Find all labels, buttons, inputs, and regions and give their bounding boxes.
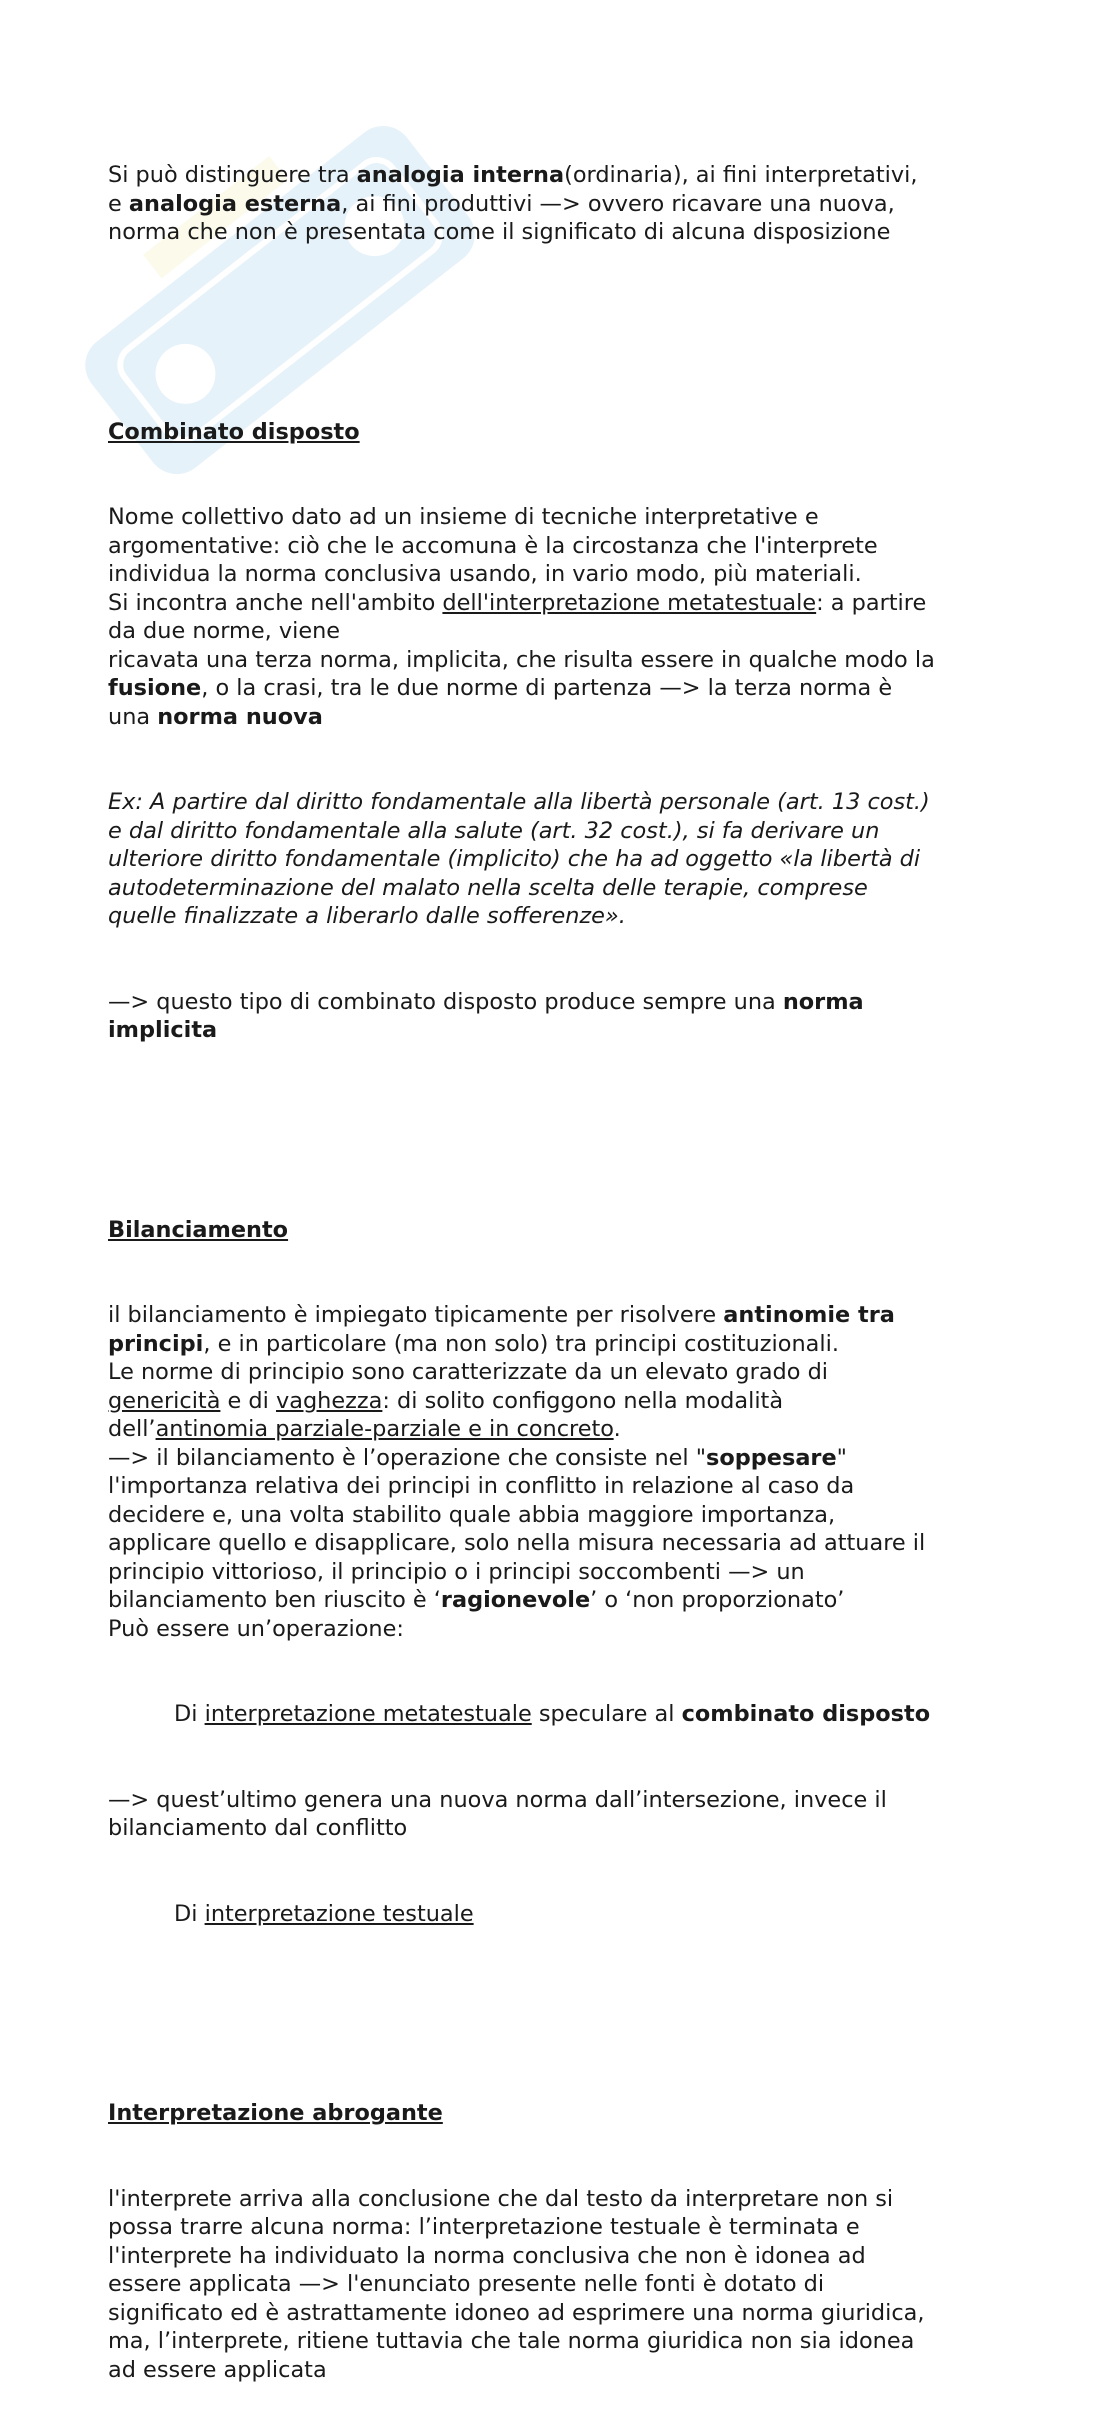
bilanciamento-body: il bilanciamento è impiegato tipicamente per risolvere antinomie tra principi, e in particolare (ma non solo) tra principi costituzionali. Le norme di principio sono caratterizzate da un elevato grado di genericità e di vaghezza: di solito configgono nella modalità dell’antinomia parziale-parziale e in concreto. —> il bilanciamento è l’operazione che consiste nel "soppesare" l'importanza relativa dei principi in conflitto in relazione al caso da decidere e, una volta stabilito quale abbia maggiore importanza, applicare quello e disapplicare, solo nella misura necessaria ad attuare il principio vittorioso, il principio o i principi soccombenti —> un bilanciamento ben riuscito è ‘ragionevole’ o ‘non proporzionato’ Può essere un’operazione:: [108, 1302, 926, 1642]
bullet-item-metatestuale: Di interpretazione metatestuale speculare al combinato disposto: [108, 1700, 1028, 1729]
combinato-example: Ex: A partire dal diritto fondamentale alla libertà personale (art. 13 cost.) e dal diritto fondamentale alla salute (art. 32 cost.), si fa derivare un ulteriore diritto fondamentale (implicito) che ha ad oggetto «la libertà di autodeterminazione del malato nella scelta delle terapie, comprese quelle finalizzate a liberarlo dalle sofferenze».: [108, 789, 930, 929]
document-page: [108, 104, 1028, 2413]
bullet-item-testuale: Di interpretazione testuale: [108, 1900, 1028, 1929]
bullet-icon: [108, 1900, 174, 1929]
bullet-icon: [108, 1700, 174, 1729]
heading-combinato-disposto: Combinato disposto: [108, 418, 360, 445]
abrogante-body: l'interprete arriva alla conclusione che dal testo da interpretare non si possa trarre alcuna norma: l’interpretazione testuale è terminata e l'interprete ha individuato la norma conclusiva che non è idonea ad essere applicata —> l'enunciato presente nelle fonti è dotato di significato ed è astrattamente idoneo ad esprimere una norma giuridica, ma, l’interprete, ritiene tuttavia che tale norma giuridica non sia idonea ad essere applicata: [108, 2185, 925, 2383]
bullet-continuation: —> quest’ultimo genera una nuova norma dall’intersezione, invece il bilanciamento dal conflitto: [108, 1786, 887, 1841]
intro-paragraph: Si può distinguere tra analogia interna(ordinaria), ai fini interpretativi, e analogia esterna, ai fini produttivi —> ovvero ricavare una nuova, norma che non è presentata come il significato di alcuna disposizione: [108, 162, 918, 245]
combinato-conclusion: —> questo tipo di combinato disposto produce sempre una norma implicita: [108, 988, 864, 1043]
heading-bilanciamento: Bilanciamento: [108, 1216, 289, 1243]
heading-interpretazione-abrogante: Interpretazione abrogante: [108, 2100, 443, 2126]
combinato-body: Nome collettivo dato ad un insieme di tecniche interpretative e argomentative: ciò che le accomuna è la circostanza che l'interprete individua la norma conclusiva usando, in vario modo, più materiali. Si incontra anche nell'ambito dell'interpretazione metatestuale: a partire da due norme, viene ricavata una terza norma, implicita, che risulta essere in qualche modo la fusione, o la crasi, tra le due norme di partenza —> la terza norma è una norma nuova: [108, 504, 935, 730]
